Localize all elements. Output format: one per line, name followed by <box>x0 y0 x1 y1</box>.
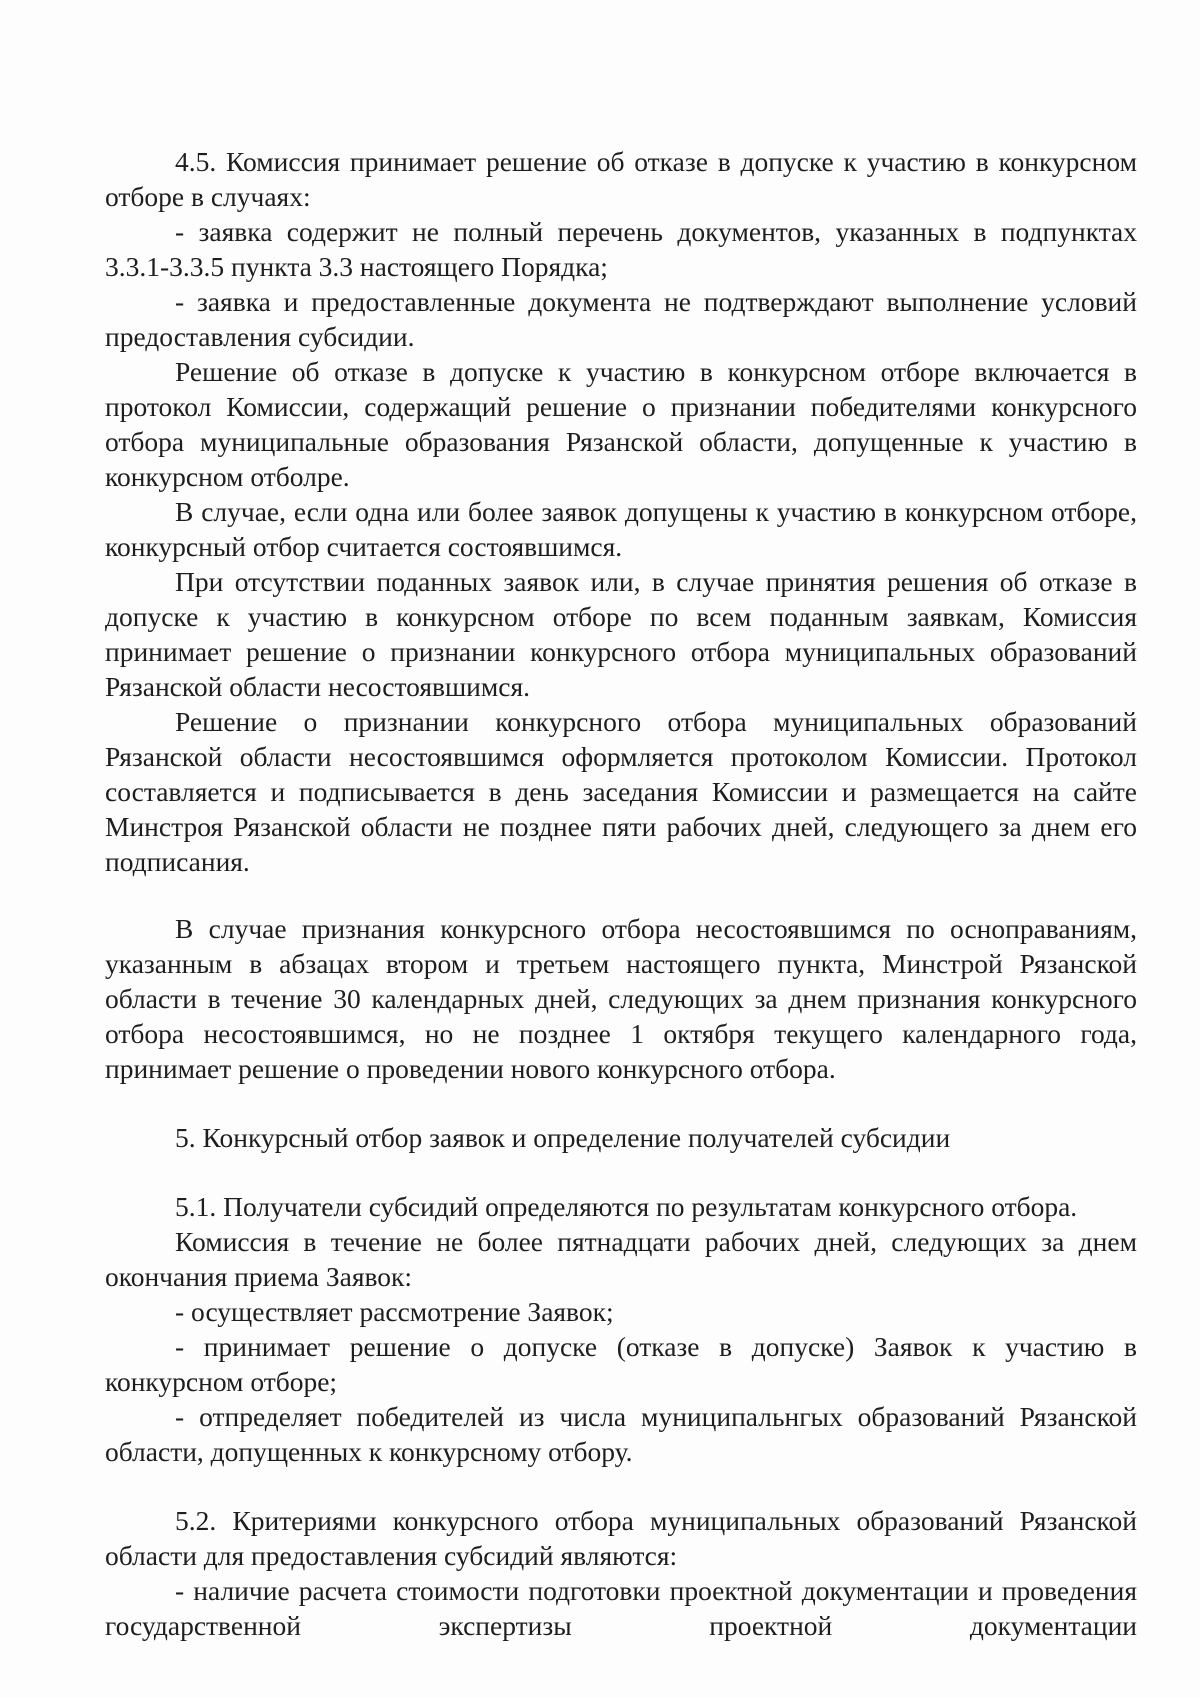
spacer <box>105 879 1137 911</box>
paragraph-5-1-commission: Комиссия в течение не более пятнадцати рабочих дней, следующих за днем окончания приема Заявок: <box>105 1226 1137 1292</box>
paragraph-4-5-failed: При отсутствии поданных заявок или, в случае принятия решения об отказе в допуске к участию в конкурсном отборе по всем поданным заявкам, Комиссия принимает решение о признании конкурсного отбора муниципальных образований Рязанской области несостоявшимся. <box>105 566 1137 702</box>
paragraph-4-5-failed-protocol: Решение о признании конкурсного отбора муниципальных образований Рязанской области несостоявшимся оформляется протоколом Комиссии. Протокол составляется и подписывается в день заседания Комиссии и размещается на сайте Минстроя Рязанской области не позднее пяти рабочих дней, следующего за днем его подписания. <box>105 706 1137 877</box>
paragraph-4-5-protocol: Решение об отказе в допуске к участию в конкурсном отборе включается в протокол Комиссии, содержащий решение о признании победителями конкурсного отбора муниципальные образования Рязанской области, допущенные к участию в конкурсном отболре. <box>105 356 1137 492</box>
paragraph-4-5-item-2: - заявка и предоставленные документа не подтверждают выполнение условий предоставления субсидии. <box>105 286 1137 352</box>
paragraph-4-5-held: В случае, если одна или более заявок допущены к участию в конкурсном отборе, конкурсный отбор считается состоявшимся. <box>105 496 1137 562</box>
paragraph-5-1: 5.1. Получатели субсидий определяются по результатам конкурсного отбора. <box>175 1191 1078 1222</box>
paragraph-4-5-new-selection: В случае признания конкурсного отбора несостоявшимся по осноправаниям, указанным в абзацах втором и третьем настоящего пункта, Минстрой Рязанской области в течение 30 календарных дней, следующих за днем признания конкурсного отбора несостоявшимся, но не позднее 1 октября текущего календарного года, принимает решение о проведении нового конкурсного отбора. <box>105 913 1137 1084</box>
section-5-heading: 5. Конкурсный отбор заявок и определение получателей субсидии <box>175 1122 951 1153</box>
paragraph-5-2: 5.2. Критериями конкурсного отбора муниципальных образований Рязанской области для предоставления субсидий являются: <box>105 1505 1137 1571</box>
paragraph-5-1-item-3: - отпределяет победителей из числа муниципальнгых образований Рязанской области, допущенных к конкурсному отбору. <box>105 1401 1137 1467</box>
spacer <box>105 1155 1137 1189</box>
spacer <box>105 1086 1137 1120</box>
paragraph-5-1-item-2: - принимает решение о допуске (отказе в допуске) Заявок к участию в конкурсном отборе; <box>105 1331 1137 1397</box>
paragraph-5-2-item-1: - наличие расчета стоимости подготовки проектной документации и проведения государственной экспертизы проектной документации <box>105 1575 1137 1641</box>
paragraph-4-5-item-1: - заявка содержит не полный перечень документов, указанных в подпунктах 3.3.1-3.3.5 пункта 3.3 настоящего Порядка; <box>105 216 1137 282</box>
spacer <box>105 1469 1137 1503</box>
paragraph-4-5-intro: 4.5. Комиссия принимает решение об отказе в допуске к участию в конкурсном отборе в случаях: <box>105 146 1137 212</box>
paragraph-5-1-item-1: - осуществляет рассмотрение Заявок; <box>175 1296 614 1327</box>
